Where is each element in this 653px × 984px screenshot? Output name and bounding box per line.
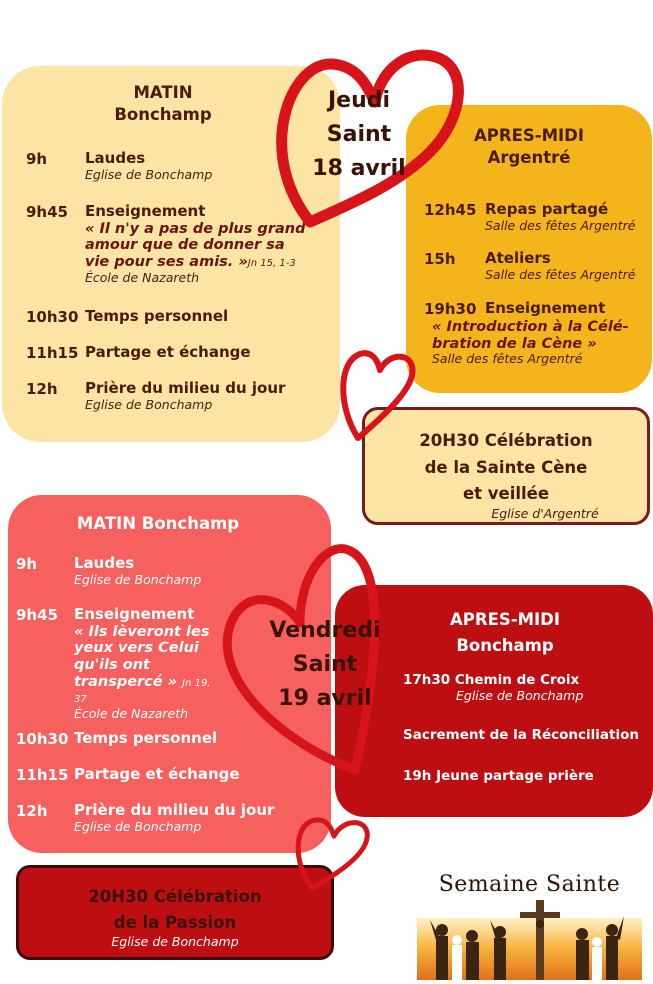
schedule-activity bbox=[485, 201, 645, 233]
evening-location: Eglise de Bonchamp bbox=[111, 934, 239, 949]
heart-icon bbox=[292, 812, 372, 892]
activity-label: Partage et échange bbox=[74, 765, 240, 783]
activity-label: Laudes bbox=[74, 554, 135, 572]
scripture-ref: Jn 15, 1-3 bbox=[247, 258, 296, 270]
activity-label: Prière du milieu du jour bbox=[85, 379, 286, 397]
day-line3: 18 avril bbox=[312, 156, 406, 182]
activity-label: Temps personnel bbox=[85, 307, 229, 325]
thursday-afternoon-title-line2: Argentré bbox=[487, 148, 571, 168]
schedule-activity bbox=[74, 802, 304, 834]
semaine-sainte-logo bbox=[412, 872, 647, 980]
thursday-morning-title-line2: Bonchamp bbox=[114, 105, 212, 125]
schedule-time: 10h30 bbox=[16, 730, 69, 748]
schedule-time: 12h bbox=[26, 380, 58, 398]
schedule-time: 9h bbox=[26, 150, 48, 168]
evening-line3: et veillée bbox=[462, 484, 550, 504]
activity-location: École de Nazareth bbox=[85, 269, 200, 285]
activity-location: Eglise de Bonchamp bbox=[74, 818, 202, 834]
friday-afternoon-title bbox=[365, 607, 645, 660]
activity-label: Enseignement bbox=[485, 299, 606, 317]
schedule-time: 12h bbox=[16, 802, 48, 820]
activity-label: 19h Jeune partage prière bbox=[403, 768, 594, 784]
activity-label: Laudes bbox=[85, 149, 146, 167]
activity-quote bbox=[74, 624, 214, 707]
evening-line2: de la Sainte Cène bbox=[424, 457, 588, 477]
activity-label: Temps personnel bbox=[74, 729, 218, 747]
activity-label: Enseignement bbox=[74, 605, 195, 623]
activity-label: Ateliers bbox=[485, 249, 551, 267]
schedule-activity bbox=[485, 250, 645, 282]
activity-location: Eglise de Bonchamp bbox=[456, 687, 584, 703]
activity-location: Eglise de Bonchamp bbox=[85, 396, 213, 412]
activity-location: Eglise de Bonchamp bbox=[85, 166, 213, 182]
thursday-morning-title-line1: MATIN bbox=[133, 83, 193, 102]
schedule-time: 11h15 bbox=[16, 766, 69, 784]
logo-text: Semaine Sainte bbox=[438, 872, 621, 897]
friday-evening-title bbox=[19, 884, 331, 935]
schedule-activity bbox=[74, 606, 214, 722]
schedule-time: 9h45 bbox=[16, 606, 58, 624]
friday-day-label bbox=[250, 614, 400, 716]
activity-location: Salle des fêtes Argentré bbox=[485, 217, 636, 233]
activity-location: Salle des fêtes Argentré bbox=[432, 351, 583, 367]
day-line2: Saint bbox=[326, 122, 392, 148]
thursday-day-label bbox=[300, 84, 418, 186]
day-line1: Jeudi bbox=[327, 88, 391, 113]
scripture-ref: Jn 19, 37 bbox=[74, 677, 211, 706]
activity-label: Sacrement de la Réconciliation bbox=[403, 727, 639, 743]
thursday-afternoon-title-line1: APRES-MIDI bbox=[474, 126, 584, 145]
schedule-activity bbox=[85, 380, 325, 412]
day-line1: Vendredi bbox=[269, 618, 381, 643]
activity-label: Partage et échange bbox=[85, 343, 251, 361]
friday-morning-title: MATIN Bonchamp bbox=[76, 514, 240, 533]
schedule-time: 19h30 bbox=[424, 300, 477, 318]
logo-figures-icon bbox=[412, 900, 647, 980]
day-line2: Saint bbox=[292, 652, 358, 678]
activity-label: Prière du milieu du jour bbox=[74, 801, 275, 819]
evening-line2: de la Passion bbox=[113, 912, 237, 932]
schedule-time: 9h bbox=[16, 555, 38, 573]
friday-afternoon-title-line1: APRES-MIDI bbox=[450, 610, 560, 629]
activity-location: Eglise de Bonchamp bbox=[74, 571, 202, 587]
activity-quote: « Introduction à la Célé-bration de la Cène » bbox=[432, 319, 629, 352]
day-line3: 19 avril bbox=[278, 686, 372, 712]
quote-text: « Il n'y a pas de plus grand amour que de donner sa vie pour ses amis. » bbox=[85, 220, 306, 271]
activity-label: Repas partagé bbox=[485, 200, 609, 218]
evening-location: Eglise d'Argentré bbox=[491, 506, 599, 521]
activity-location: Salle des fêtes Argentré bbox=[485, 266, 636, 282]
activity-location: École de Nazareth bbox=[74, 706, 189, 722]
activity-label: 17h30 Chemin de Croix bbox=[403, 672, 580, 688]
evening-line1: 20H30 Célébration bbox=[419, 431, 593, 450]
schedule-time: 9h45 bbox=[26, 203, 68, 221]
quote-text: « Ils lèveront les yeux vers Celui qu'ils ont transpercé » bbox=[74, 623, 210, 690]
evening-line1: 20H30 Célébration bbox=[88, 887, 262, 906]
schedule-time: 12h45 bbox=[424, 201, 477, 219]
schedule-time: 15h bbox=[424, 250, 456, 268]
schedule-time: 11h15 bbox=[26, 344, 79, 362]
schedule-activity-detail bbox=[432, 319, 632, 367]
heart-icon bbox=[338, 342, 418, 442]
schedule-time: 10h30 bbox=[26, 308, 79, 326]
activity-label: Enseignement bbox=[85, 202, 206, 220]
schedule-activity bbox=[403, 673, 643, 704]
friday-evening-panel bbox=[16, 865, 334, 960]
friday-afternoon-title-line2: Bonchamp bbox=[456, 636, 554, 656]
